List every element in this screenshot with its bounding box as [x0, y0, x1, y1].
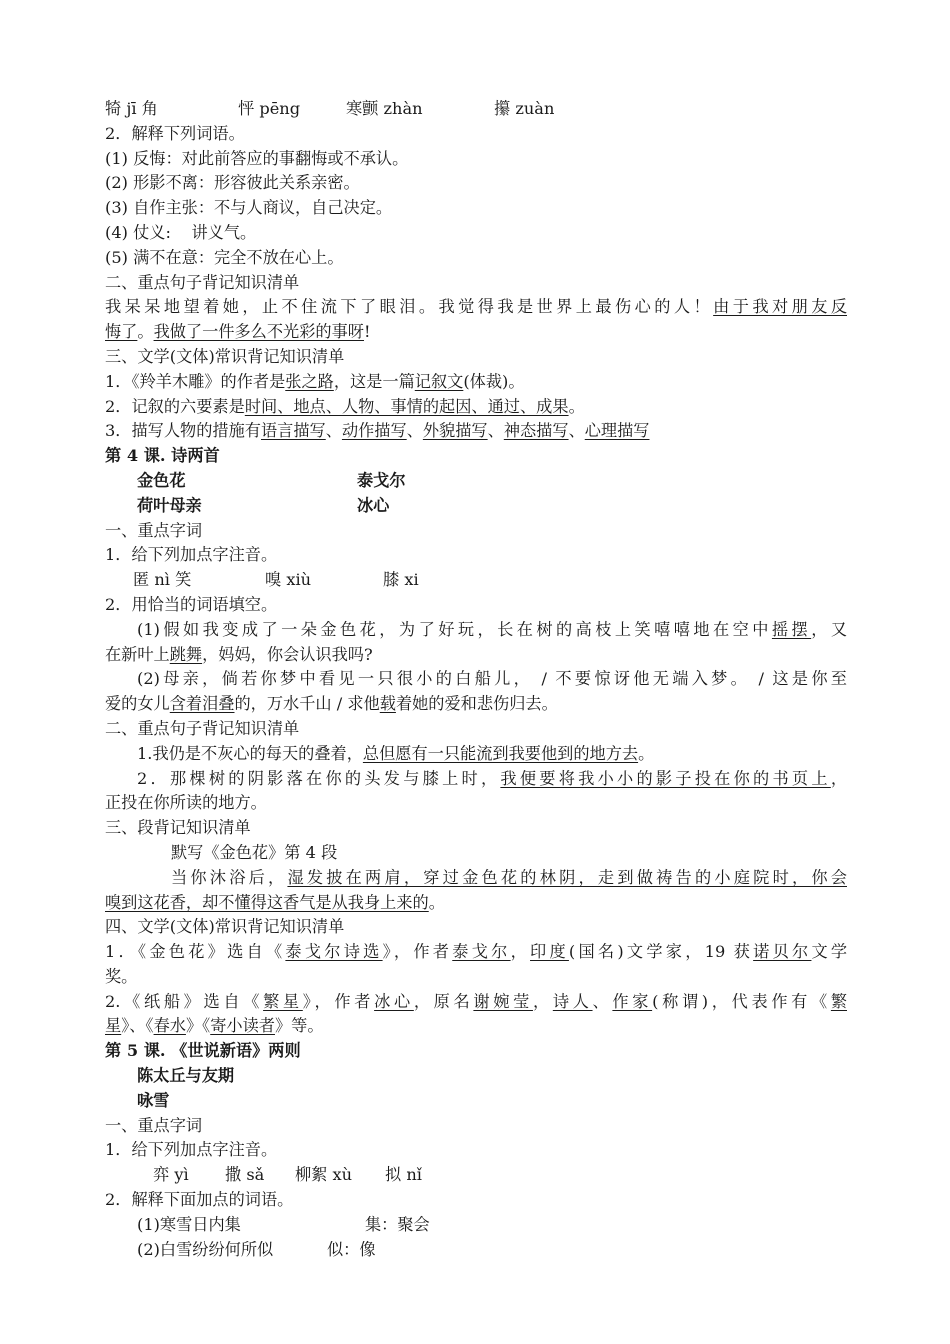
underlined-answer: 诺贝尔	[753, 942, 812, 962]
knowledge-item: 星》、《春水》《寄小读者》等。	[105, 1016, 324, 1036]
underlined-answer: 动作描写	[341, 421, 407, 441]
pinyin-item: 撒 sǎ	[225, 1165, 265, 1185]
question-heading: 2．解释下面加点的词语。	[105, 1190, 294, 1210]
document-page	[105, 97, 847, 1262]
underlined-answer: 湿发披在两肩，穿过金色花的林阴，走到做祷告的小庭院时，你会	[287, 867, 847, 887]
paragraph-line: 悔了。我做了一件多么不光彩的事呀!	[105, 322, 371, 342]
underlined-answer: 记叙文	[414, 371, 464, 391]
pinyin-item: 拟 nǐ	[385, 1165, 422, 1185]
knowledge-item: 2．记叙的六要素是时间、地点、人物、事情的起因、通过、成果。	[105, 396, 585, 416]
section-heading: 一、重点字词	[105, 1115, 203, 1135]
paragraph-line: 默写《金色花》第 4 段	[171, 842, 338, 862]
pinyin-item: 匿 nì 笑	[133, 570, 192, 590]
underlined-answer: 谢婉莹	[473, 991, 533, 1011]
paragraph-line: 1.我仍是不灰心的每天的叠着，总但愿有一只能流到我要他到的地方去。	[137, 743, 655, 763]
underlined-answer: 我便要将我小小的影子投在你的书页上	[500, 768, 831, 788]
underlined-answer: 冰心	[374, 991, 414, 1011]
text-title: 咏雪	[137, 1090, 170, 1110]
underlined-answer: 我做了一件多么不光彩的事呀	[153, 322, 364, 342]
paragraph-line: 正投在你所读的地方。	[105, 793, 267, 813]
underlined-answer: 春水	[153, 1016, 186, 1036]
underlined-answer: 繁	[830, 991, 847, 1011]
underlined-answer: 诗人	[552, 991, 593, 1011]
underlined-answer: 寄小读者	[210, 1016, 275, 1036]
definition-item: (3) 自作主张：不与人商议，自己决定。	[105, 198, 393, 218]
paragraph-line: 爱的女儿含着泪叠的，万水千山 / 求他载着她的爱和悲伤归去。	[105, 694, 558, 714]
text-title: 陈太丘与友期	[137, 1066, 235, 1086]
underlined-answer: 泰戈尔	[452, 942, 511, 962]
underlined-answer: 外貌描写	[422, 421, 488, 441]
underlined-answer: 总但愿有一只能流到我要他到的地方去	[362, 743, 639, 763]
poem-author: 冰心	[357, 495, 390, 515]
paragraph-line: (2)母亲，倘若你梦中看见一只很小的白船儿， / 不要惊讶他无端入梦。 / 这是你至	[137, 669, 847, 689]
poem-title: 金色花	[137, 470, 186, 490]
poem-row	[105, 469, 847, 494]
lesson-title: 第 5 课. 《世说新语》两则	[105, 1041, 301, 1061]
underlined-answer: 由于我对朋友反	[713, 297, 847, 317]
question-heading: 1．给下列加点字注音。	[105, 545, 278, 565]
section-heading: 一、重点字词	[105, 520, 203, 540]
section-heading: 四、文学(文体)常识背记知识清单	[105, 917, 345, 937]
knowledge-item: 3．描写人物的措施有语言描写、动作描写、外貌描写、神态描写、心理描写	[105, 421, 650, 441]
knowledge-item: 1．《金色花》选自《泰戈尔诗选》，作者泰戈尔，印度(国名)文学家，19 获诺贝尔文学	[105, 942, 847, 962]
pinyin-row	[105, 568, 847, 593]
underlined-answer: 泰戈尔诗选	[285, 942, 383, 962]
poem-row	[105, 494, 847, 519]
section-heading: 二、重点句子背记知识清单	[105, 272, 300, 292]
pinyin-row	[105, 1163, 847, 1188]
paragraph-line: 2．那棵树的阴影落在你的头发与膝上时，我便要将我小小的影子投在你的书页上，	[137, 768, 847, 788]
question-heading: 2．用恰当的词语填空。	[105, 594, 278, 614]
pinyin-item: 嗅 xiù	[265, 570, 312, 590]
question-heading: 1．给下列加点字注音。	[105, 1140, 278, 1160]
underlined-answer: 作家	[612, 991, 653, 1011]
section-heading: 三、文学(文体)常识背记知识清单	[105, 346, 345, 366]
paragraph-line: 在新叶上跳舞，妈妈，你会认识我吗?	[105, 644, 373, 664]
poem-author: 泰戈尔	[357, 470, 406, 490]
definition-item: (4) 仗义: 讲义气。	[105, 222, 257, 242]
pinyin-item: 犄 jī 角	[105, 99, 158, 118]
section-heading: 二、重点句子背记知识清单	[105, 718, 300, 738]
underlined-answer: 星	[105, 1016, 122, 1036]
definition-item: (1) 反悔：对此前答应的事翻悔或不承认。	[105, 148, 409, 168]
section-heading: 三、段背记知识清单	[105, 818, 251, 838]
underlined-answer: 嗅到这花香，却不懂得这香气是从我身上来的	[105, 892, 429, 912]
underlined-answer: 心理描写	[584, 421, 650, 441]
underlined-answer: 载	[379, 694, 396, 714]
underlined-answer: 跳舞	[169, 644, 203, 664]
explain-item: (2)白雪纷纷何所似 似：像	[137, 1239, 376, 1259]
poem-title: 荷叶母亲	[137, 495, 202, 515]
underlined-answer: 摇摆	[771, 619, 812, 639]
underlined-answer: 时间、地点、人物、事情的起因、通过、成果	[244, 396, 569, 416]
paragraph-line: 当你沐浴后，湿发披在两肩，穿过金色花的林阴，走到做祷告的小庭院时，你会	[171, 867, 847, 887]
pinyin-item: 柳絮 xù	[295, 1165, 353, 1185]
underlined-answer: 语言描写	[261, 421, 326, 441]
underlined-answer: 悔了	[105, 322, 138, 342]
pinyin-item: 寒颤 zhàn	[346, 99, 423, 118]
lesson-title: 第 4 课. 诗两首	[105, 446, 220, 466]
pinyin-item: 攥 zuàn	[494, 99, 555, 118]
pinyin-item: 怦 pēng	[238, 99, 301, 118]
pinyin-row	[105, 97, 847, 122]
underlined-answer: 繁星	[263, 991, 303, 1011]
paragraph-line: 我呆呆地望着她，止不住流下了眼泪。我觉得我是世界上最伤心的人！由于我对朋友反	[105, 297, 847, 317]
paragraph-line: 嗅到这花香，却不懂得这香气是从我身上来的。	[105, 892, 445, 912]
definition-item: (2) 形影不离：形容彼此关系亲密。	[105, 173, 360, 193]
explain-item: (1)寒雪日内集 集：聚会	[137, 1214, 430, 1234]
underlined-answer: 张之路	[285, 371, 334, 391]
knowledge-item: 2.《纸船》选自《繁星》，作者冰心，原名谢婉莹，诗人、作家(称谓)，代表作有《繁	[105, 991, 847, 1011]
paragraph-line: (1)假如我变成了一朵金色花，为了好玩，长在树的高枝上笑嘻嘻地在空中摇摆，又	[137, 619, 847, 639]
question-heading: 2．解释下列词语。	[105, 123, 245, 143]
knowledge-item: 1．《羚羊木雕》的作者是张之路，这是一篇记叙文(体裁)。	[105, 371, 525, 391]
underlined-answer: 含着泪叠	[169, 694, 235, 714]
knowledge-item: 奖。	[105, 966, 138, 986]
underlined-answer: 印度	[530, 942, 569, 962]
definition-item: (5) 满不在意：完全不放在心上。	[105, 247, 344, 267]
pinyin-item: 弈 yì	[153, 1165, 189, 1185]
pinyin-item: 膝 xi	[383, 570, 419, 590]
underlined-answer: 神态描写	[503, 421, 569, 441]
